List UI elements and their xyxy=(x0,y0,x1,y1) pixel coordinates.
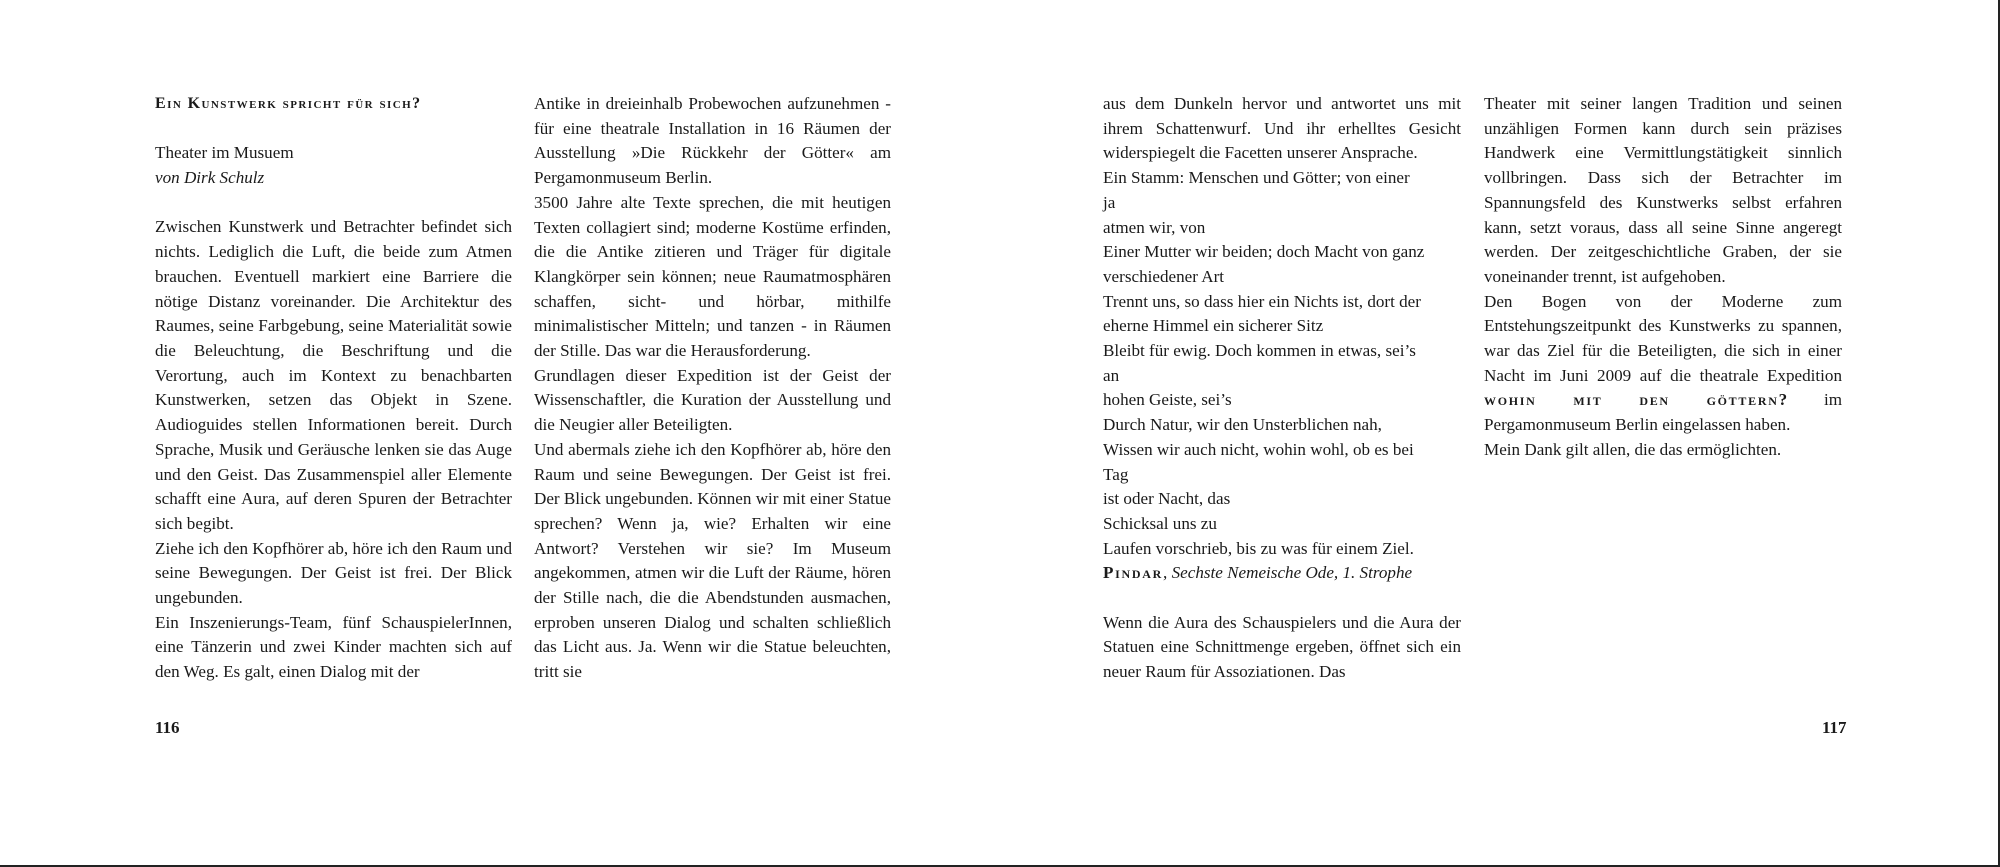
paragraph xyxy=(1484,290,1842,438)
citation-author: Pindar xyxy=(1103,563,1164,583)
paragraph: Und abermals ziehe ich den Kopfhörer ab, höre den Raum und seine Bewegungen. Der Geist ist frei. Der Blick ungebunden. Können wir mit einer Statue sprechen? Wenn ja, wie? Erhalten wir eine Antwort? Verstehen wir sie? Im Museum angekommen, atmen wir die Luft der Räume, hören der Stille nach, die die Abendstunden ausmachen, erproben unseren Dialog und schalten schließlich das Licht aus. Ja. Wenn wir die Statue beleuchten, tritt sie xyxy=(534,439,891,682)
poem-line: hohen Geiste, sei’s xyxy=(1103,390,1232,410)
paragraph: 3500 Jahre alte Texte sprechen, die mit heutigen Texten collagiert sind; moderne Kostüme erfinden, die die Antike zitieren und Träger für digitale Klangkörper sein können; neue Raumatmosphären schaffen, sicht- und hörbar, mithilfe minimalistischer Mitteln; und tanzen - in Räumen der Stille. Das war die Herausforderung. xyxy=(534,192,891,361)
article-author: von Dirk Schulz xyxy=(155,168,265,188)
poem-citation: Pindar, Sechste Nemeische Ode, 1. Strophe xyxy=(1103,563,1413,583)
article-subtitle: Theater im Musuem xyxy=(155,143,294,163)
paragraph: aus dem Dunkeln hervor und antwortet uns mit ihrem Schattenwurf. Und ihr erhelltes Gesicht widerspiegelt die Facetten unserer Ansprache. xyxy=(1103,94,1461,163)
poem-line: Tag xyxy=(1103,464,1129,484)
paragraph-text: Den Bogen von der Moderne zum Entstehungszeitpunkt des Kunstwerks zu spannen, war das Ziel für die Beteiligten, die sich in einer Nacht im Juni 2009 auf die theatrale Expedition xyxy=(1484,291,1842,385)
page-number-right: 117 xyxy=(1822,718,1847,737)
poem-line: atmen wir, von xyxy=(1103,217,1206,237)
poem-line: Wissen wir auch nicht, wohin wohl, ob es bei xyxy=(1103,439,1414,459)
poem-line: an xyxy=(1103,365,1120,385)
page-number-left: 116 xyxy=(155,718,180,737)
poem-line: Bleibt für ewig. Doch kommen in etwas, sei’s xyxy=(1103,341,1416,361)
article-heading: Ein Kunstwerk spricht für sich? xyxy=(155,95,422,112)
poem-line: Durch Natur, wir den Unsterblichen nah, xyxy=(1103,415,1382,435)
paragraph: Antike in dreieinhalb Probewochen aufzunehmen - für eine theatrale Installation in 16 Räumen der Ausstellung »Die Rückkehr der Götter« am Pergamonmuseum Berlin. xyxy=(534,94,891,188)
poem-line: Laufen vorschrieb, bis zu was für einem Ziel. xyxy=(1103,538,1414,558)
production-title: wohin mit den göttern? xyxy=(1484,390,1789,410)
poem-quote xyxy=(1103,166,1461,561)
right-page-column-2 xyxy=(1484,92,1842,463)
poem-line: eherne Himmel ein sicherer Sitz xyxy=(1103,316,1324,336)
poem-line: ist oder Nacht, das xyxy=(1103,489,1231,509)
paragraph: Theater mit seiner langen Tradition und seinen unzähligen Formen kann durch sein präzises Handwerk eine Vermittlungstätigkeit sinnlich vollbringen. Dass sich der Betrachter im Spannungsfeld des Kunstwerks selbst erfahren kann, setzt voraus, dass all seine Sinne angeregt werden. Der zeitgeschichtliche Graben, der sie voneinander trennt, ist aufgehoben. xyxy=(1484,94,1842,286)
poem-line: Ein Stamm: Menschen und Götter; von einer xyxy=(1103,168,1410,188)
poem-line: verschiedener Art xyxy=(1103,266,1225,286)
citation-work: Sechste Nemeische Ode, 1. Strophe xyxy=(1171,563,1413,583)
paragraph: Wenn die Aura des Schauspielers und die Aura der Statuen eine Schnittmenge ergeben, öffnet sich ein neuer Raum für Assoziationen. Das xyxy=(1103,612,1461,682)
poem-line: Schicksal uns zu xyxy=(1103,513,1217,533)
paragraph: Ziehe ich den Kopfhörer ab, höre ich den Raum und seine Bewegungen. Der Geist ist frei. Der Blick ungebunden. xyxy=(155,538,512,608)
right-page-column-1 xyxy=(1103,92,1461,685)
paragraph-text: im Pergamonmuseum Berlin eingelassen haben. xyxy=(1484,390,1842,435)
poem-line: Einer Mutter wir beiden; doch Macht von ganz xyxy=(1103,242,1425,262)
paragraph: Grundlagen dieser Expedition ist der Geist der Wissenschaftler, die Kuration der Ausstellung und die Neugier aller Beteiligten. xyxy=(534,365,891,435)
poem-line: ja xyxy=(1103,192,1116,212)
paragraph: Zwischen Kunstwerk und Betrachter befindet sich nichts. Lediglich die Luft, die beide zum Atmen brauchen. Eventuell markiert eine Barriere die nötige Distanz voreinander. Die Architektur des Raumes, seine Farbgebung, seine Materialität sowie die Beleuchtung, die Beschriftung und die Verortung, auch im Kontext zu benachbarten Kunstwerken, setzen das Objekt in Szene. Audioguides stellen Informationen bereit. Durch Sprache, Musik und Geräusche lenken sie das Auge und den Geist. Das Zusammenspiel aller Elemente schafft eine Aura, auf deren Spuren der Betrachter sich begibt. xyxy=(155,217,512,533)
paragraph: Mein Dank gilt allen, die das ermöglichten. xyxy=(1484,439,1782,459)
left-page-column-2 xyxy=(534,92,891,685)
paragraph: Ein Inszenierungs-Team, fünf SchauspielerInnen, eine Tänzerin und zwei Kinder machten sich auf den Weg. Es galt, einen Dialog mit der xyxy=(155,612,512,682)
left-page-column-1 xyxy=(155,92,512,685)
poem-line: Trennt uns, so dass hier ein Nichts ist, dort der xyxy=(1103,291,1421,311)
